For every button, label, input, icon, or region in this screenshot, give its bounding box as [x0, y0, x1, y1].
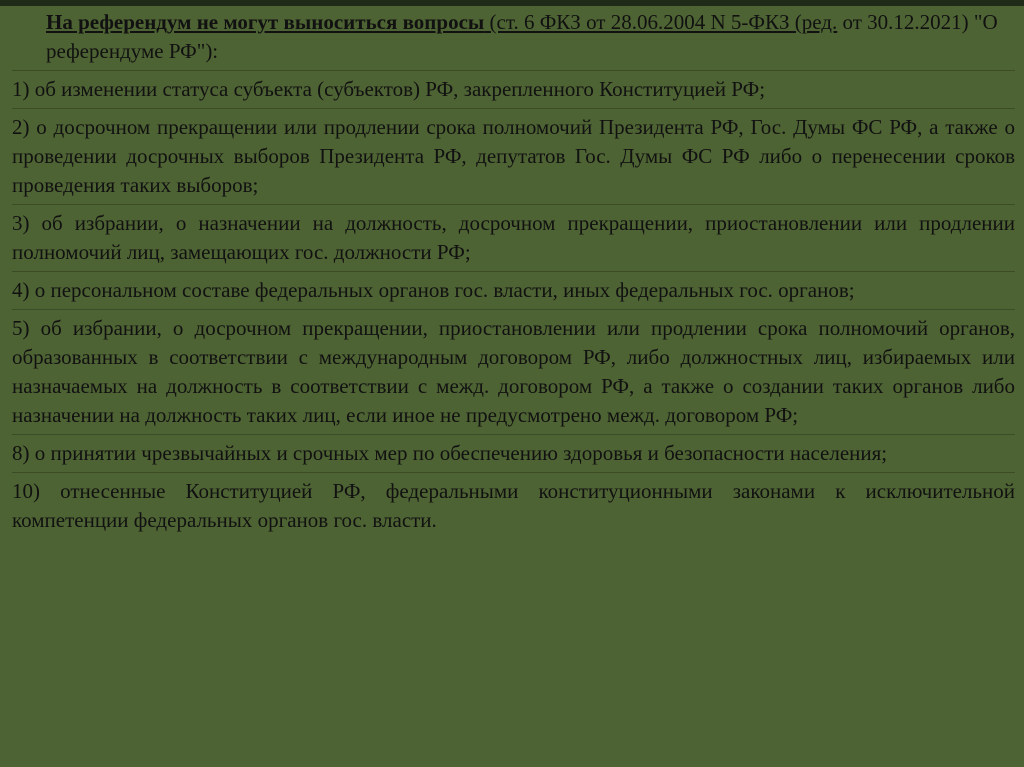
list-item-2: 2) о досрочном прекращении или продлении срока полномочий Президента РФ, Гос. Думы ФС РФ, а также о проведении досрочных выборов Президента РФ, депутатов Гос. Думы ФС РФ либо о перенесении сроков проведения таких выборов; — [12, 115, 1015, 197]
separator — [12, 472, 1015, 473]
slide-content — [12, 8, 1015, 535]
heading-reference: (ст. 6 ФКЗ от 28.06.2004 N 5-ФКЗ (ред. — [484, 10, 838, 34]
list-item-3: 3) об избрании, о назначении на должность, досрочном прекращении, приостановлении или продлении полномочий лиц, замещающих гос. должности РФ; — [12, 211, 1015, 264]
separator — [12, 271, 1015, 272]
slide-heading — [12, 8, 1015, 66]
separator — [12, 70, 1015, 71]
separator — [12, 434, 1015, 435]
list-item-10: 10) отнесенные Конституцией РФ, федеральными конституционными законами к исключительной компетенции федеральных органов гос. власти. — [12, 479, 1015, 532]
separator — [12, 309, 1015, 310]
heading-reference-rest: от 30.12.2021) "О референдуме РФ"): — [46, 10, 998, 63]
separator — [12, 108, 1015, 109]
heading-title: На референдум не могут выноситься вопросы — [46, 10, 485, 34]
list-item-1: 1) об изменении статуса субъекта (субъектов) РФ, закрепленного Конституцией РФ; — [12, 77, 766, 101]
list-item-8: 8) о принятии чрезвычайных и срочных мер по обеспечению здоровья и безопасности населения; — [12, 441, 888, 465]
list-item-5: 5) об избрании, о досрочном прекращении, приостановлении или продлении срока полномочий органов, образованных в соответствии с международным договором РФ, либо должностных лиц, избираемых или назначаемых на должность в соответствии с межд. договором РФ, а также о создании таких органов либо назначении на должность таких лиц, если иное не предусмотрено межд. договором РФ; — [12, 316, 1015, 427]
separator — [12, 204, 1015, 205]
list-item-4: 4) о персональном составе федеральных органов гос. власти, иных федеральных гос. органов; — [12, 278, 855, 302]
slide-top-edge — [0, 0, 1024, 6]
